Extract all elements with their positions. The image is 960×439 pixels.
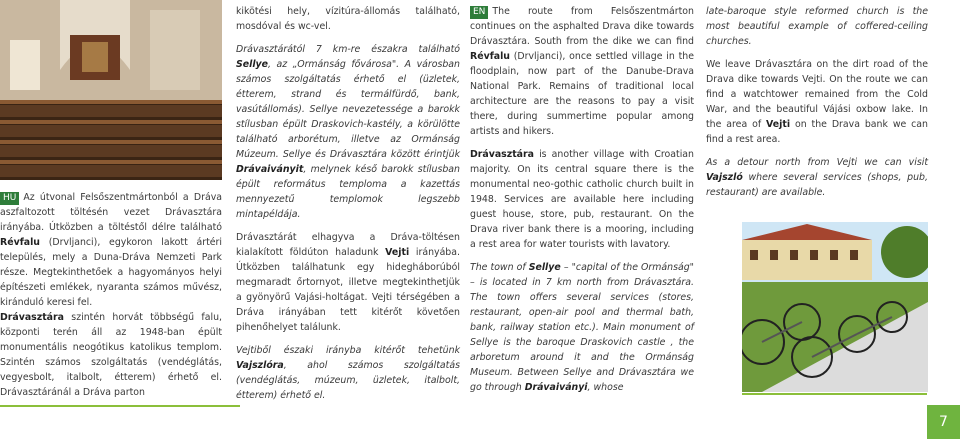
language-badge-hu: HU [0, 192, 19, 205]
hungarian-column-1: HU Az útvonal Felsőszentmártonból a Dráva aszfaltozott töltésén vezet Drávasztára irányába. Útközben a töltéstől délre található Révfalu (Drvljanci), egykoron lakott ártéri település, mely a Duna-Dráva Nemzeti Park része. Megtekinthetőek a hagyományos helyi építészeti emlékek, nyaranta számos művész, kiránduló keresi fel. Drávasztára szintén horvát többségű falu, központi terén áll az 1948-ban épült monumentális neogótikus katolikus templom. Szintén számos szolgáltatás (vendéglátás, vegyesbolt, italbolt, étterem) érhető el. Drávasztáránál a Dráva parton [0, 192, 222, 398]
english-column-1: EN The route from Felsőszentmárton continues on the asphalted Drava dike towards Drávasztára. South from the dike we can find Révfalu (Drvljanci), once settled village in the floodplain, now part of the Danube-Drava National Park. Remains of traditional local architecture are the reasons to pay a visit there, during summertime popular among artists and hikers. Drávasztára is another village with Croatian majority. On its central square there is the monumental neo-gothic catholic church built in 1948. Services are available here including guest house, store, pub, restaurant. On the Drava river bank there is a mooring, including a rest area for water tourists with lavatory. The town of Sellye – "capital of the Ormánság" – is located in 7 km north from Drávasztára. The town offers several services (stores, restaurant, open-air pool and thermal bath, bank, railway station etc.). Main monument of Sellye is the baroque Draskovich castle , the arboretum around it and the Ormánság Museum. Between Sellye and Drávasztára we go through Drávaiványi, whose [470, 6, 694, 393]
church-interior-photo [0, 0, 222, 180]
bicycles-photo [742, 222, 928, 392]
english-column-2: late-baroque style reformed church is the most beautiful example of coffered-ceiling churches. We leave Drávasztára on the dirt road of the Drava dike towards Vejti. On the route we can find a watchtower remained from the Cold War, and the beautiful Vájási oxbow lake. In the area of Vejti on the Drava bank we can find a rest area. As a detour north from Vejti we can visit Vajszló where several services (shops, pub, restaurant) are available. [706, 6, 928, 198]
language-badge-en: EN [470, 6, 488, 19]
divider-line [742, 393, 927, 395]
hungarian-column-2: kikötési hely, vízitúra-állomás található, mosdóval és wc-vel. Drávasztárától 7 km-re északra található Sellye, az „Ormánság fővárosa". A városban számos szolgáltatás érhető el (üzletek, étterem, strand és termálfürdő, bank, vasútállomás). Sellye nevezetessége a barokk stílusban épült Draskovich-kastély, a körülötte található arborétum, illetve az Ormánság Múzeum. Sellye és Drávasztára között érintjük Drávaiványit, melynek késő barokk stílusban épült református temploma a kazettás mennyezetű templomok legszebb mintapéldája. Drávasztárát elhagyva a Dráva-töltésen kialakított földúton haladunk Vejti irányába. Útközben találhatunk egy hidegháborúból megmaradt őrtornyot, illetve megtekinthetjük a gyönyörű Vajási-holtágat. Vejti térségében a Dráva irányában tett kitérőt követően pihenőhelyet találunk. Vejtiből északi irányba kitérőt tehetünk Vajszlóra, ahol számos szolgáltatás (vendéglátás, múzeum, üzletek, italbolt, étterem) érhető el. [236, 6, 460, 401]
page-number: 7 [927, 405, 960, 439]
paragraph: kikötési hely, vízitúra-állomás található, mosdóval és wc-vel. [236, 6, 460, 32]
divider-line [0, 405, 240, 407]
